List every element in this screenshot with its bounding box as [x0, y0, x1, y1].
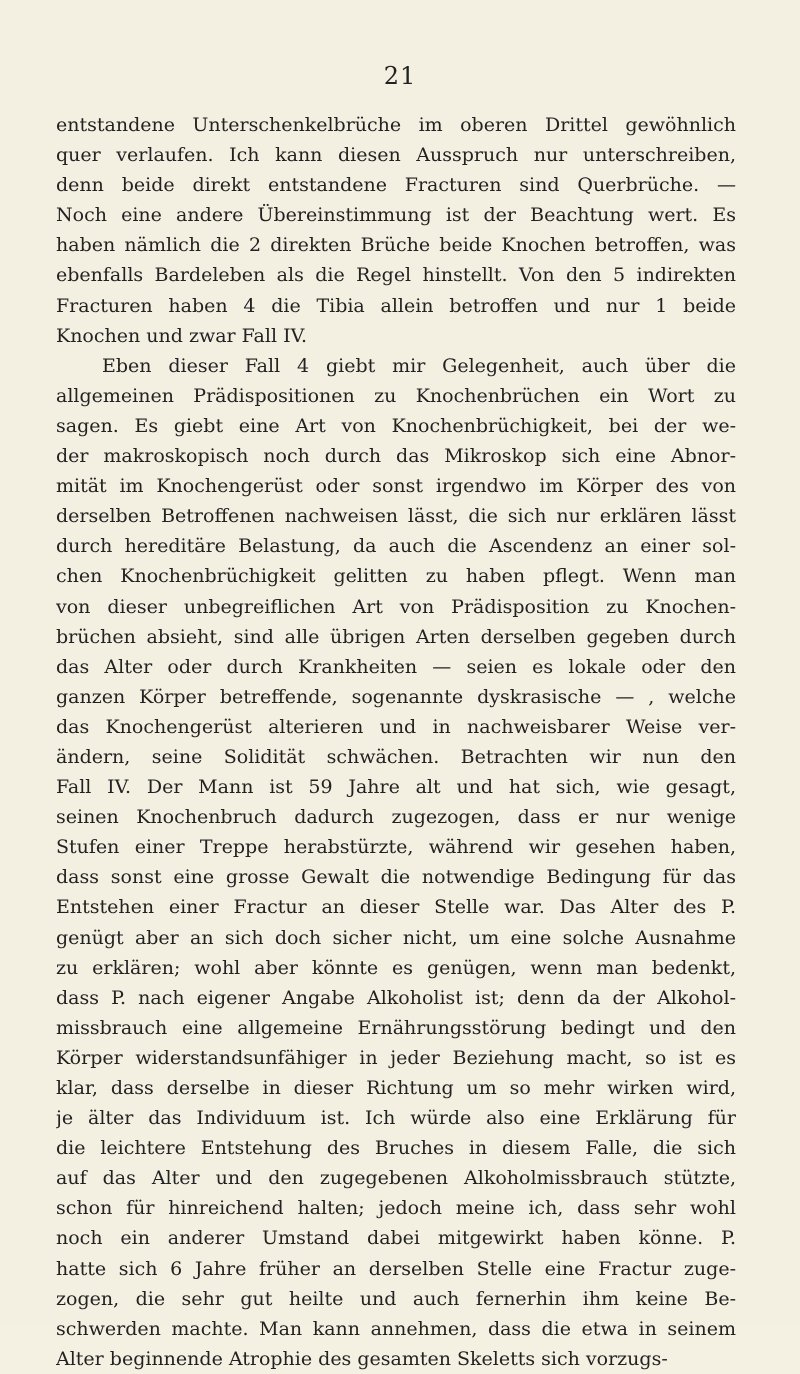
text-line: hatte sich 6 Jahre früher an derselben Stelle eine Fractur zuge-	[56, 1257, 736, 1280]
text-line: Entstehen einer Fractur an dieser Stelle war. Das Alter des P.	[56, 896, 736, 919]
text-line: noch ein anderer Umstand dabei mitgewirkt haben könne. P.	[56, 1227, 736, 1250]
text-line: auf das Alter und den zugegebenen Alkoholmissbrauch stützte,	[56, 1167, 736, 1190]
text-line: das Knochengerüst alterieren und in nachweisbarer Weise ver-	[56, 715, 736, 738]
text-line: Noch eine andere Übereinstimmung ist der Beachtung wert. Es	[56, 204, 736, 227]
text-line: schon für hinreichend halten; jedoch meine ich, dass sehr wohl	[56, 1197, 736, 1220]
text-line: Körper widerstandsunfähiger in jeder Beziehung macht, so ist es	[56, 1046, 736, 1069]
text-line: Fall IV. Der Mann ist 59 Jahre alt und hat sich, wie gesagt,	[56, 776, 736, 799]
text-line: genügt aber an sich doch sicher nicht, um eine solche Ausnahme	[56, 926, 736, 949]
text-line: seinen Knochenbruch dadurch zugezogen, dass er nur wenige	[56, 806, 736, 829]
text-line: Stufen einer Treppe herabstürzte, während wir gesehen haben,	[56, 836, 736, 859]
text-line: das Alter oder durch Krankheiten — seien es lokale oder den	[56, 655, 736, 678]
text-line: durch hereditäre Belastung, da auch die Ascendenz an einer sol-	[56, 535, 736, 558]
body-text	[56, 110, 736, 1374]
text-line: der makroskopisch noch durch das Mikroskop sich eine Abnor-	[56, 445, 736, 468]
paragraph-start-line: Eben dieser Fall 4 giebt mir Gelegenheit, auch über die	[102, 354, 736, 377]
text-line: von dieser unbegreiflichen Art von Prädisposition zu Knochen-	[56, 595, 736, 618]
text-line: sagen. Es giebt eine Art von Knochenbrüchigkeit, bei der we-	[56, 414, 736, 437]
text-line: dass sonst eine grosse Gewalt die notwendige Bedingung für das	[56, 866, 736, 889]
text-line: ändern, seine Solidität schwächen. Betrachten wir nun den	[56, 745, 736, 768]
text-line: zu erklären; wohl aber könnte es genügen, wenn man bedenkt,	[56, 956, 736, 979]
text-line: schwerden machte. Man kann annehmen, dass die etwa in seinem	[56, 1317, 736, 1340]
text-line: missbrauch eine allgemeine Ernährungsstörung bedingt und den	[56, 1016, 736, 1039]
text-line: zogen, die sehr gut heilte und auch fernerhin ihm keine Be-	[56, 1287, 736, 1310]
text-line: klar, dass derselbe in dieser Richtung um so mehr wirken wird,	[56, 1077, 736, 1099]
text-line: ebenfalls Bardeleben als die Regel hinstellt. Von den 5 indirekten	[56, 264, 736, 287]
text-line: entstandene Unterschenkelbrüche im oberen Drittel gewöhnlich	[56, 114, 736, 136]
text-line: Fracturen haben 4 die Tibia allein betroffen und nur 1 beide	[56, 294, 736, 317]
text-line: je älter das Individuum ist. Ich würde also eine Erklärung für	[56, 1107, 736, 1130]
text-line: die leichtere Entstehung des Bruches in diesem Falle, die sich	[56, 1137, 736, 1160]
text-line: mität im Knochengerüst oder sonst irgendwo im Körper des von	[56, 475, 736, 498]
text-line: denn beide direkt entstandene Fracturen sind Querbrüche. —	[56, 174, 736, 197]
text-line: Alter beginnende Atrophie des gesamten Skeletts sich vorzugs-	[56, 1347, 668, 1370]
text-line: ganzen Körper betreffende, sogenannte dyskrasische — , welche	[56, 685, 736, 708]
page-number: 21	[383, 62, 417, 90]
text-line: derselben Betroffenen nachweisen lässt, die sich nur erklären lässt	[56, 505, 736, 528]
text-line: brüchen absieht, sind alle übrigen Arten derselben gegeben durch	[56, 625, 736, 648]
text-line: allgemeinen Prädispositionen zu Knochenbrüchen ein Wort zu	[56, 384, 736, 407]
paragraph-end-line: Knochen und zwar Fall IV.	[56, 324, 308, 347]
text-line: dass P. nach eigener Angabe Alkoholist ist; denn da der Alkohol-	[56, 986, 736, 1009]
text-line: quer verlaufen. Ich kann diesen Ausspruch nur unterschreiben,	[56, 144, 736, 167]
text-line: haben nämlich die 2 direkten Brüche beide Knochen betroffen, was	[56, 234, 736, 257]
text-line: chen Knochenbrüchigkeit gelitten zu haben pflegt. Wenn man	[56, 565, 736, 588]
